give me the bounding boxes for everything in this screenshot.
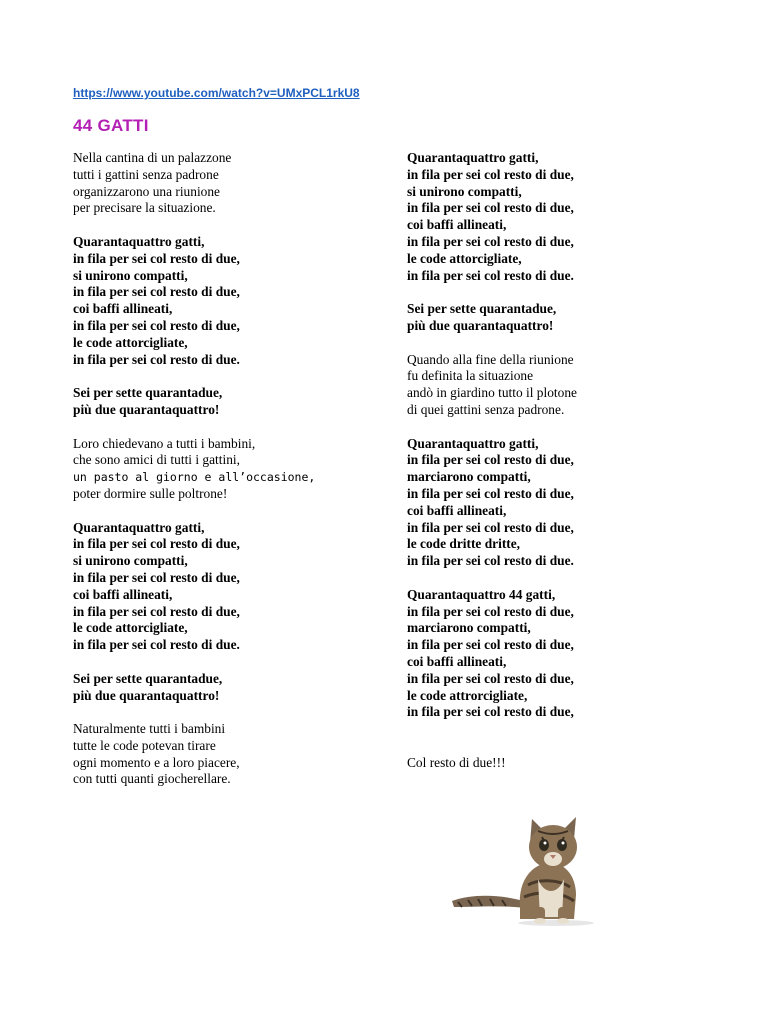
stanza-line: organizzarono una riunione (73, 183, 220, 199)
stanza (407, 150, 707, 284)
stanza-line: tutte le code potevan tirare (73, 737, 216, 753)
stanza-line: in fila per sei col resto di due, (73, 284, 240, 300)
left-column (73, 150, 373, 805)
stanza-line: Quarantaquattro gatti, (407, 435, 539, 451)
stanza-line: in fila per sei col resto di due. (73, 351, 240, 367)
stanza-line: Quarantaquattro gatti, (73, 519, 205, 535)
stanza (407, 755, 707, 772)
stanza-line: coi baffi allineati, (73, 586, 173, 602)
stanza-line: Quando alla fine della riunione (407, 351, 574, 367)
stanza-line: coi baffi allineati, (407, 653, 507, 669)
stanza-line: Quarantaquattro 44 gatti, (407, 586, 556, 602)
stanza (407, 587, 707, 721)
stanza-line: che sono amici di tutti i gattini, (73, 452, 240, 468)
stanza-line: di quei gattini senza padrone. (407, 401, 565, 417)
stanza-line: con tutti quanti giocherellare. (73, 771, 231, 787)
stanza-line: più due quarantaquattro! (73, 401, 220, 417)
stanza-line: in fila per sei col resto di due, (407, 637, 574, 653)
youtube-link[interactable]: https://www.youtube.com/watch?v=UMxPCL1rkU8 (73, 86, 360, 100)
stanza-line: in fila per sei col resto di due, (407, 704, 574, 720)
stanza-line: si unirono compatti, (73, 553, 188, 569)
stanza (73, 520, 373, 654)
stanza-line: andò in giardino tutto il plotone (407, 385, 577, 401)
stanza-line: più due quarantaquattro! (407, 317, 554, 333)
stanza (407, 352, 707, 419)
stanza (73, 721, 373, 788)
stanza-line: in fila per sei col resto di due, (407, 166, 574, 182)
stanza-line: fu definita la situazione (407, 368, 534, 384)
stanza-line: Sei per sette quarantadue, (407, 301, 557, 317)
stanza-line: in fila per sei col resto di due, (73, 536, 240, 552)
stanza (73, 671, 373, 705)
stanza-line: ogni momento e a loro piacere, (73, 754, 240, 770)
stanza-line: in fila per sei col resto di due. (73, 637, 240, 653)
stanza-line: le code attrorcigliate, (407, 687, 528, 703)
right-column (407, 150, 707, 788)
stanza-line: si unirono compatti, (407, 183, 522, 199)
stanza-line: Sei per sette quarantadue, (73, 670, 223, 686)
stanza-line: Quarantaquattro gatti, (73, 233, 205, 249)
stanza-line: Nella cantina di un palazzone (73, 150, 232, 165)
stanza-line: le code attorcigliate, (73, 620, 188, 636)
stanza-line: coi baffi allineati, (407, 502, 507, 518)
stanza-line: marciarono compatti, (407, 620, 531, 636)
stanza-line: in fila per sei col resto di due. (407, 267, 574, 283)
stanza (73, 150, 373, 217)
song-title: 44 GATTI (73, 116, 149, 135)
stanza-line: più due quarantaquattro! (73, 687, 220, 703)
stanza-line: in fila per sei col resto di due, (73, 569, 240, 585)
stanza-line: in fila per sei col resto di due, (407, 233, 574, 249)
stanza (73, 234, 373, 368)
stanza-line: per precisare la situazione. (73, 200, 216, 216)
stanza-line: in fila per sei col resto di due, (407, 452, 574, 468)
cat-image (448, 815, 598, 927)
stanza-line: in fila per sei col resto di due, (407, 670, 574, 686)
stanza-line: in fila per sei col resto di due, (73, 317, 240, 333)
stanza (73, 385, 373, 419)
stanza-line: in fila per sei col resto di due. (407, 553, 574, 569)
stanza-line: si unirono compatti, (73, 267, 188, 283)
stanza-line: in fila per sei col resto di due, (73, 250, 240, 266)
stanza (407, 436, 707, 570)
stanza-line: le code dritte dritte, (407, 536, 521, 552)
stanza-line: in fila per sei col resto di due, (73, 603, 240, 619)
stanza-line: Col resto di due!!! (407, 754, 506, 770)
stanza-line: un pasto al giorno e all’occasione, (73, 470, 316, 485)
stanza-line: le code attorcigliate, (407, 250, 522, 266)
stanza-line: coi baffi allineati, (407, 217, 507, 233)
stanza-line: poter dormire sulle poltrone! (73, 485, 228, 501)
stanza-line: in fila per sei col resto di due, (407, 200, 574, 216)
stanza (73, 436, 373, 503)
stanza-line: in fila per sei col resto di due, (407, 485, 574, 501)
stanza-line: Naturalmente tutti i bambini (73, 721, 226, 737)
stanza (407, 301, 707, 335)
stanza-line: le code attorcigliate, (73, 334, 188, 350)
stanza-line: in fila per sei col resto di due, (407, 519, 574, 535)
stanza-line: Quarantaquattro gatti, (407, 150, 539, 165)
stanza-line: Sei per sette quarantadue, (73, 385, 223, 401)
stanza-line: marciarono compatti, (407, 469, 531, 485)
stanza-line: in fila per sei col resto di due, (407, 603, 574, 619)
stanza-line: Loro chiedevano a tutti i bambini, (73, 435, 256, 451)
stanza-line: coi baffi allineati, (73, 301, 173, 317)
stanza-line: tutti i gattini senza padrone (73, 166, 219, 182)
